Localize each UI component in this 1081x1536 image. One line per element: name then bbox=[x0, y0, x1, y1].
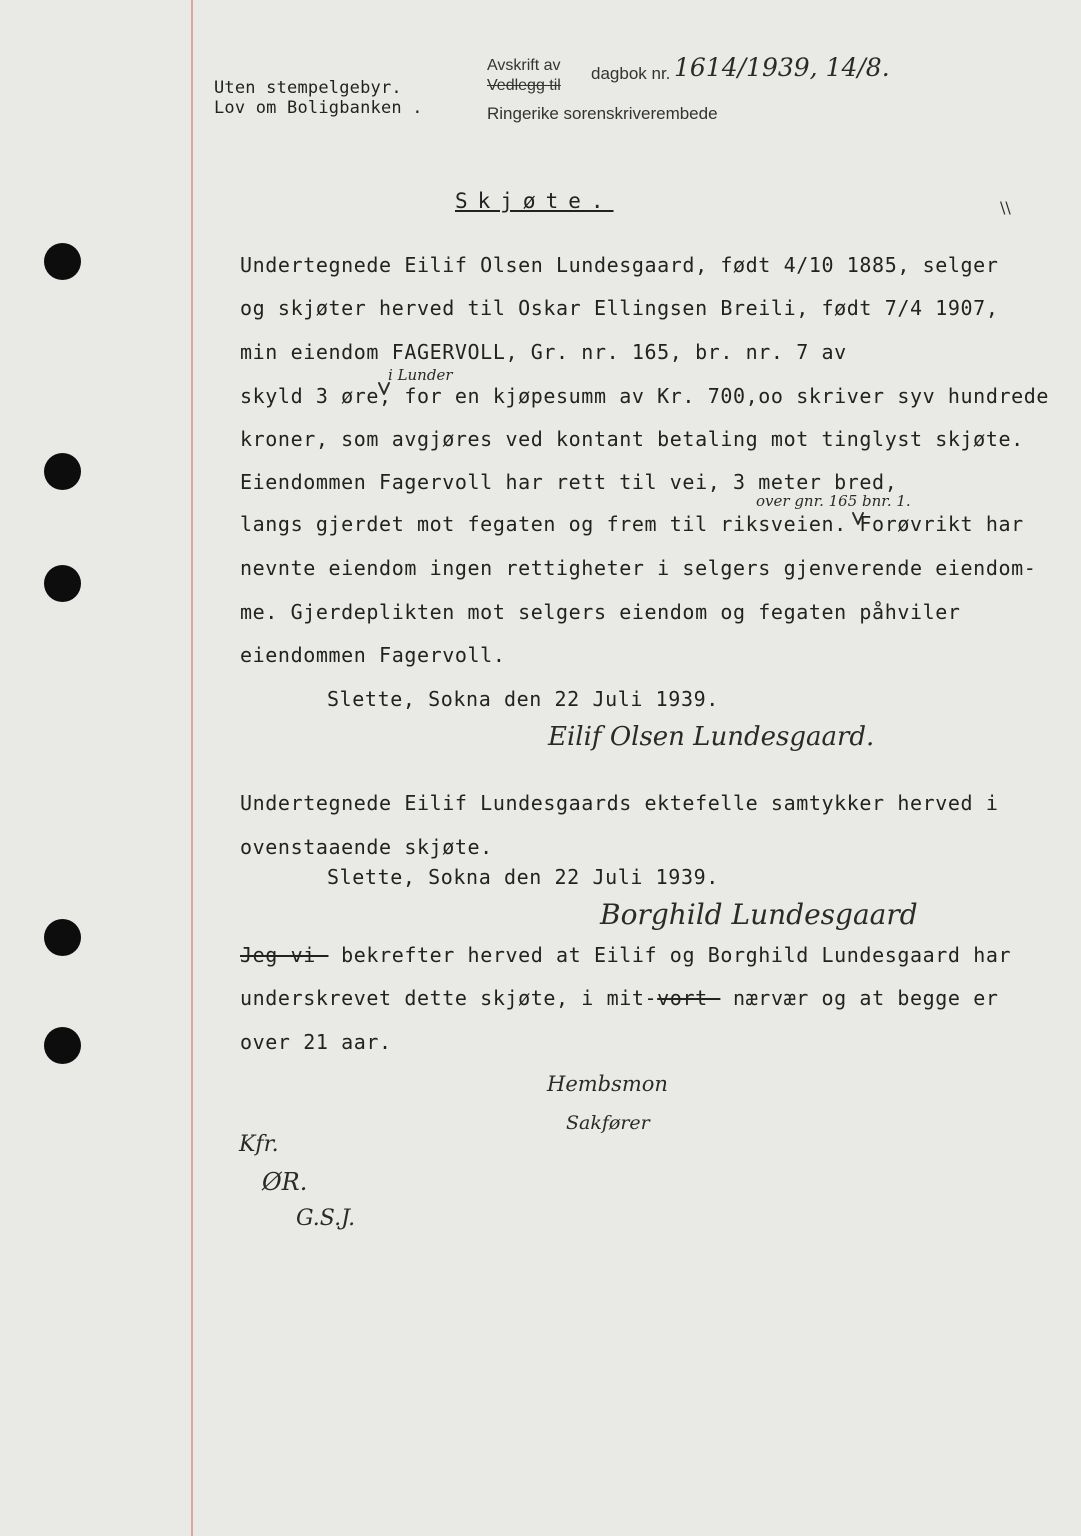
document-title: Skjøte. bbox=[455, 189, 614, 213]
consent-line: Undertegnede Eilif Lundesgaards ektefelle samtykker herved i bbox=[240, 791, 999, 815]
place-date: Slette, Sokna den 22 Juli 1939. bbox=[327, 865, 719, 889]
deed-line: Undertegnede Eilif Olsen Lundesgaard, født 4/10 1885, selger bbox=[240, 253, 999, 277]
handwritten-insert: over gnr. 165 bnr. 1. bbox=[756, 492, 911, 510]
insertion-caret bbox=[378, 382, 390, 396]
witness-text: underskrevet dette skjøte, i mit- bbox=[240, 986, 658, 1010]
initials-gsj: G.S.J. bbox=[296, 1206, 356, 1231]
spouse-signature: Borghild Lundesgaard bbox=[600, 898, 918, 931]
witness-line bbox=[240, 943, 1011, 967]
punch-hole bbox=[44, 453, 81, 490]
witness-role: Sakfører bbox=[566, 1112, 650, 1134]
witness-line bbox=[240, 986, 998, 1010]
corner-mark: \\ bbox=[1000, 198, 1011, 217]
dagbok-number: 1614/1939, 14/8. bbox=[674, 53, 890, 82]
stamp-dagbok: dagbok nr. bbox=[591, 64, 671, 83]
deed-line: me. Gjerdeplikten mot selgers eiendom og fegaten påhviler bbox=[240, 600, 961, 624]
struck-text: vort- bbox=[657, 986, 721, 1010]
place-date: Slette, Sokna den 22 Juli 1939. bbox=[327, 687, 719, 711]
deed-line: nevnte eiendom ingen rettigheter i selgers gjenverende eiendom- bbox=[240, 556, 1037, 580]
deed-line: og skjøter herved til Oskar Ellingsen Breili, født 7/4 1907, bbox=[240, 296, 999, 320]
deed-line: Eiendommen Fagervoll har rett til vei, 3 meter bred, bbox=[240, 470, 898, 494]
witness-text: nærvær og at begge er bbox=[720, 986, 999, 1010]
deed-line: kroner, som avgjøres ved kontant betaling mot tinglyst skjøte. bbox=[240, 427, 1024, 451]
initials-kfr: Kfr. bbox=[239, 1132, 279, 1157]
deed-line: langs gjerdet mot fegaten og frem til riksveien. Forøvrikt har bbox=[240, 512, 1024, 536]
punch-hole bbox=[44, 1027, 81, 1064]
deed-line: eiendommen Fagervoll. bbox=[240, 643, 506, 667]
witness-signature: Hembsmon bbox=[547, 1072, 668, 1096]
office-stamp: Ringerike sorenskriverembede bbox=[487, 104, 718, 123]
punch-hole bbox=[44, 565, 81, 602]
handwritten-insert: i Lunder bbox=[388, 366, 453, 384]
stamp-avskrift: Avskrift av bbox=[487, 57, 561, 74]
deed-line: skyld 3 øre, for en kjøpesumm av Kr. 700,oo skriver syv hundrede bbox=[240, 384, 1050, 408]
struck-text: Jeg-vi- bbox=[240, 943, 329, 967]
insertion-caret bbox=[852, 512, 864, 526]
consent-line: ovenstaaende skjøte. bbox=[240, 835, 493, 859]
initials-or: ØR. bbox=[262, 1168, 308, 1196]
stamp-fee-note: Uten stempelgebyr. bbox=[214, 78, 402, 98]
seller-signature: Eilif Olsen Lundesgaard. bbox=[548, 722, 875, 752]
punch-hole bbox=[44, 243, 81, 280]
stamp-vedlegg: Vedlegg til bbox=[487, 77, 561, 94]
witness-line: over 21 aar. bbox=[240, 1030, 392, 1054]
margin-rule bbox=[191, 0, 193, 1536]
law-note: Lov om Boligbanken . bbox=[214, 98, 423, 118]
punch-hole bbox=[44, 919, 81, 956]
witness-text: bekrefter herved at Eilif og Borghild Lundesgaard har bbox=[328, 943, 1012, 967]
deed-line: min eiendom FAGERVOLL, Gr. nr. 165, br. nr. 7 av bbox=[240, 340, 847, 364]
